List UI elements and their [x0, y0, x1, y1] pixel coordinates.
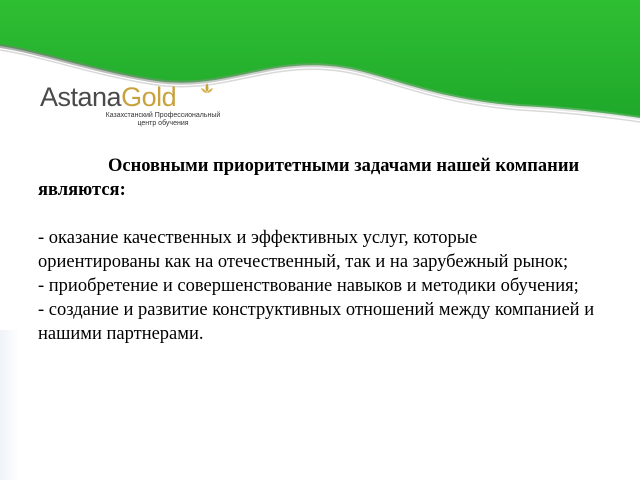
paragraph-spacer	[38, 202, 598, 226]
astana-gold-logo	[40, 82, 220, 126]
list-item: - создание и развитие конструктивных отношений между компанией и нашими партнерами.	[38, 300, 595, 344]
logo-wordmark	[40, 82, 176, 112]
decorative-left-stripe	[0, 330, 20, 480]
logo-flower-icon	[197, 80, 217, 100]
logo-word-astana: Astana	[40, 82, 122, 112]
list-item: - оказание качественных и эффективных услуг, которые ориентированы как на отечественный, так и на зарубежный рынок;	[38, 228, 569, 272]
logo-word-gold: Gold	[121, 82, 177, 112]
logo-tagline: Казахстанский Профессиональный центр обучения	[105, 112, 221, 127]
list-item: - приобретение и совершенствование навыков и методики обучения;	[38, 276, 579, 296]
priorities-heading: Основными приоритетными задачами нашей компании являются:	[38, 156, 580, 200]
main-text	[38, 154, 598, 346]
